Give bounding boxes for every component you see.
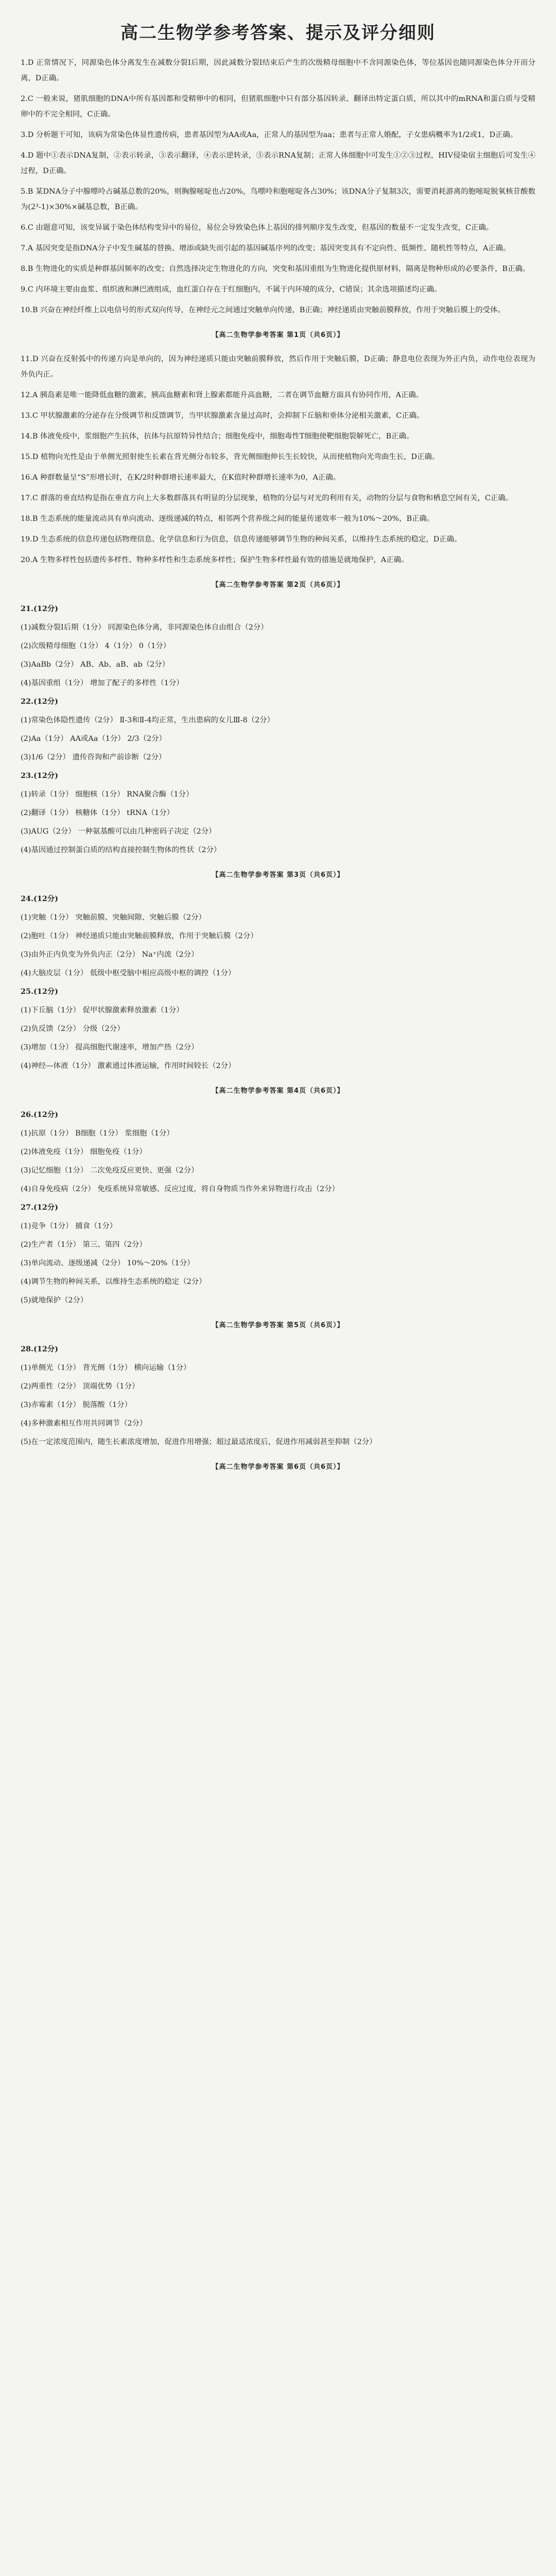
answer-line: (4)基因通过控制蛋白质的结构直接控制生物体的性状（2分）: [21, 846, 221, 854]
page-footer: 【高二生物学参考答案 第4页（共6页）】: [212, 1087, 344, 1095]
answer-line: (1)抗原（1分） B细胞（1分） 浆细胞（1分）: [21, 1129, 174, 1138]
question-heading: 26.(12分): [21, 1110, 59, 1119]
answer-item: 1.D 正常情况下，同源染色体分离发生在减数分裂Ⅰ后期，因此减数分裂Ⅰ结束后产生的次级精母细胞中不含同源染色体，等位基因也随同源染色体分开而分离，D正确。: [21, 59, 535, 82]
answer-line: (3)AUG（2分） 一种氨基酸可以由几种密码子决定（2分）: [21, 827, 216, 836]
answer-item: 6.C 由题意可知，该变异属于染色体结构变异中的易位，易位会导致染色体上基因的排列顺序发生改变，但基因的数量不一定发生改变，C正确。: [21, 224, 494, 232]
answer-item: 14.B 体液免疫中，浆细胞产生抗体，抗体与抗原特异性结合；细胞免疫中，细胞毒性T细胞使靶细胞裂解死亡，B正确。: [21, 432, 414, 440]
answer-item: 18.B 生态系统的能量流动具有单向流动、逐级递减的特点，相邻两个营养级之间的能量传递效率一般为10%～20%，B正确。: [21, 515, 435, 523]
answer-line: (5)就地保护（2分）: [21, 1296, 88, 1304]
answer-line: (1)减数分裂Ⅰ后期（1分） 同源染色体分离，非同源染色体自由组合（2分）: [21, 623, 268, 632]
page-footer: 【高二生物学参考答案 第2页（共6页）】: [212, 581, 344, 589]
document-title: 高二生物学参考答案、提示及评分细则: [120, 23, 436, 43]
page-footer: 【高二生物学参考答案 第5页（共6页）】: [212, 1321, 344, 1329]
page-section-1: [21, 55, 535, 339]
answer-line: (2)Aa（1分） AA或Aa（1分） 2/3（2分）: [21, 735, 166, 743]
page-footer: 【高二生物学参考答案 第6页（共6页）】: [212, 1463, 344, 1471]
answer-line: (4)调节生物的种间关系，以维持生态系统的稳定（2分）: [21, 1278, 206, 1286]
question-heading: 25.(12分): [21, 987, 59, 996]
answer-line: (3)AaBb（2分） AB、Ab、aB、ab（2分）: [21, 660, 170, 669]
answer-line: (1)竞争（1分） 捕食（1分）: [21, 1222, 117, 1230]
answer-line: (3)由外正内负变为外负内正（2分） Na⁺内流（2分）: [21, 951, 199, 959]
answer-item: 8.B 生物进化的实质是种群基因频率的改变；自然选择决定生物进化的方向，突变和基因重组为生物进化提供原材料，隔离是物种形成的必要条件，B正确。: [21, 265, 530, 273]
answer-item: 15.D 植物向光性是由于单侧光照射使生长素在背光侧分布较多，背光侧细胞伸长生长较快，从而使植物向光弯曲生长，D正确。: [21, 453, 440, 461]
answer-line: (2)翻译（1分） 核糖体（1分） tRNA（1分）: [21, 809, 175, 817]
page-footer: 【高二生物学参考答案 第1页（共6页）】: [212, 331, 344, 339]
answer-line: (2)两重性（2分） 顶端优势（1分）: [21, 1382, 140, 1391]
answer-line: (1)下丘脑（1分） 促甲状腺激素释放激素（1分）: [21, 1006, 184, 1014]
page-footer: 【高二生物学参考答案 第3页（共6页）】: [212, 871, 344, 879]
answer-line: (1)单侧光（1分） 背光侧（1分） 横向运输（1分）: [21, 1364, 191, 1372]
question-heading: 24.(12分): [21, 894, 59, 903]
answer-item: 11.D 兴奋在反射弧中的传递方向是单向的，因为神经递质只能由突触前膜释放，然后作用于突触后膜，D正确；静息电位表现为外正内负，动作电位表现为外负内正。: [21, 355, 535, 379]
answer-line: (2)生产者（1分） 第三、第四（2分）: [21, 1241, 147, 1249]
answer-line: (1)转录（1分） 细胞核（1分） RNA聚合酶（1分）: [21, 790, 194, 799]
question-heading: 28.(12分): [21, 1345, 59, 1353]
answer-item: 5.B 某DNA分子中腺嘌呤占碱基总数的20%，则胸腺嘧啶也占20%，鸟嘌呤和胞嘧啶各占30%；该DNA分子复制3次，需要消耗游离的胞嘧啶脱氧核苷酸数为(2³-1)×30%×碱基总数，B正确。: [21, 188, 535, 211]
answer-item: 12.A 胰岛素是唯一能降低血糖的激素，胰高血糖素和肾上腺素都能升高血糖，二者在调节血糖方面具有协同作用，A正确。: [21, 391, 424, 399]
answer-line: (2)负反馈（2分） 分级（2分）: [21, 1025, 125, 1033]
answer-line: (4)多种激素相互作用共同调节（2分）: [21, 1419, 147, 1428]
answer-line: (1)常染色体隐性遗传（2分） Ⅱ-3和Ⅱ-4均正常，生出患病的女儿Ⅲ-8（2分）: [21, 716, 274, 724]
question-heading: 23.(12分): [21, 771, 59, 780]
answer-line: (4)神经—体液（1分） 激素通过体液运输，作用时间较长（2分）: [21, 1062, 236, 1070]
answer-item: 9.C 内环境主要由血浆、组织液和淋巴液组成，血红蛋白存在于红细胞内，不属于内环境的成分，C错误；其余选项描述均正确。: [21, 285, 442, 294]
answer-item: 10.B 兴奋在神经纤维上以电信号的形式双向传导，在神经元之间通过突触单向传递，B正确；神经递质由突触前膜释放，作用于突触后膜上的受体。: [21, 306, 505, 314]
page-section-5: [21, 1107, 535, 1329]
answer-line: (4)大脑皮层（1分） 低级中枢受脑中相应高级中枢的调控（1分）: [21, 969, 236, 977]
answer-line: (2)胞吐（1分） 神经递质只能由突触前膜释放，作用于突触后膜（2分）: [21, 932, 258, 940]
answer-line: (2)体液免疫（1分） 细胞免疫（1分）: [21, 1148, 147, 1156]
answer-line: (3)1/6（2分） 遗传咨询和产前诊断（2分）: [21, 753, 166, 761]
page-section-2: [21, 351, 535, 589]
page-section-6: [21, 1342, 535, 1471]
answer-item: 3.D 分析题干可知，该病为常染色体显性遗传病，患者基因型为AA或Aa，正常人的基因型为aa；患者与正常人婚配，子女患病概率为1/2或1，D正确。: [21, 131, 518, 139]
answer-item: 20.A 生物多样性包括遗传多样性、物种多样性和生态系统多样性；保护生物多样性最有效的措施是就地保护，A正确。: [21, 556, 409, 564]
answer-line: (2)次级精母细胞（1分） 4（1分） 0（1分）: [21, 642, 171, 650]
page-section-4: [21, 891, 535, 1095]
page-section-3: [21, 601, 535, 879]
answer-item: 4.D 题中①表示DNA复制，②表示转录，③表示翻译，④表示逆转录，⑤表示RNA复制；正常人体细胞中可发生①②③过程，HIV侵染宿主细胞后可发生④过程，D正确。: [21, 151, 535, 175]
answer-item: 16.A 种群数量呈“S”形增长时，在K/2时种群增长速率最大，在K值时种群增长速率为0，A正确。: [21, 473, 341, 482]
answer-line: (3)赤霉素（1分） 脱落酸（1分）: [21, 1401, 132, 1409]
answer-item: 2.C 一般来说，猪肌细胞的DNA中所有基因都和受精卵中的相同，但猪肌细胞中只有部分基因转录、翻译出特定蛋白质，所以其中的mRNA和蛋白质与受精卵中的不完全相同，C正确。: [21, 95, 535, 118]
answer-item: 7.A 基因突变是指DNA分子中发生碱基的替换、增添或缺失而引起的基因碱基序列的改变；基因突变具有不定向性、低频性、随机性等特点，A正确。: [21, 244, 511, 252]
answer-document: [21, 0, 535, 1471]
answer-item: 13.C 甲状腺激素的分泌存在分级调节和反馈调节，当甲状腺激素含量过高时，会抑制下丘脑和垂体分泌相关激素，C正确。: [21, 412, 424, 420]
question-heading: 22.(12分): [21, 697, 59, 706]
answer-line: (1)突触（1分） 突触前膜、突触间隙、突触后膜（2分）: [21, 913, 206, 922]
answer-item: 19.D 生态系统的信息传递包括物理信息、化学信息和行为信息，信息传递能够调节生物的种间关系，以维持生态系统的稳定，D正确。: [21, 535, 462, 544]
answer-line: (3)记忆细胞（1分） 二次免疫反应更快、更强（2分）: [21, 1166, 199, 1175]
answer-line: (4)自身免疫病（2分） 免疫系统异常敏感、反应过度，将自身物质当作外来异物进行攻击（2分）: [21, 1185, 339, 1193]
question-heading: 21.(12分): [21, 604, 59, 613]
question-heading: 27.(12分): [21, 1203, 59, 1212]
answer-line: (3)增加（1分） 提高细胞代谢速率，增加产热（2分）: [21, 1043, 199, 1052]
answer-item: 17.C 群落的垂直结构是指在垂直方向上大多数群落具有明显的分层现象，植物的分层与对光的利用有关，动物的分层与食物和栖息空间有关，C正确。: [21, 494, 513, 502]
answer-line: (3)单向流动、逐级递减（2分） 10%～20%（1分）: [21, 1259, 195, 1267]
answer-line: (5)在一定浓度范围内，随生长素浓度增加，促进作用增强；超过最适浓度后，促进作用减弱甚至抑制（2分）: [21, 1438, 377, 1446]
answer-line: (4)基因重组（1分） 增加了配子的多样性（1分）: [21, 679, 184, 687]
